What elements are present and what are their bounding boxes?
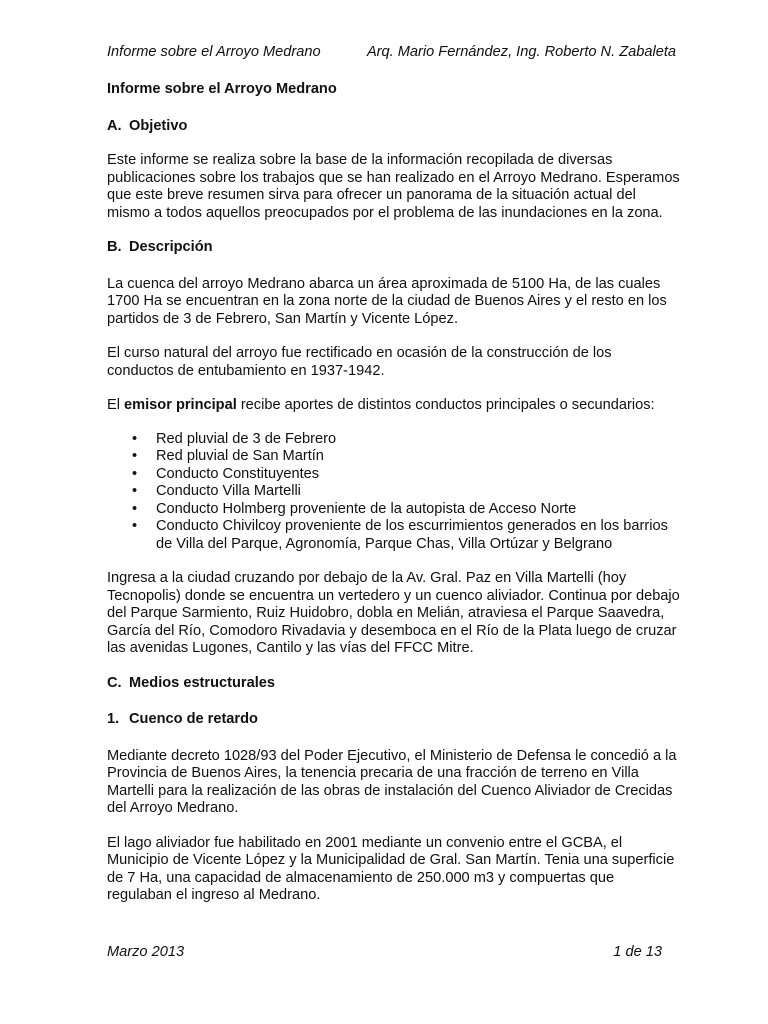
section-number: 1. (107, 711, 120, 727)
header-title: Informe sobre el Arroyo Medrano (107, 44, 321, 60)
section-title: Objetivo (129, 117, 188, 134)
section-heading-objetivo (107, 118, 682, 136)
section-number: A. (107, 117, 122, 134)
descripcion-paragraph-2: El curso natural del arroyo fue rectificado en ocasión de la construcción de los conductos de entubamiento en 1937-1942. (107, 345, 612, 379)
running-header (107, 44, 676, 62)
running-footer (107, 944, 662, 962)
document-title: Informe sobre el Arroyo Medrano (107, 81, 337, 97)
section-number: B. (107, 239, 122, 255)
descripcion-paragraph-4: Ingresa a la ciudad cruzando por debajo de la Av. Gral. Paz en Villa Martelli (hoy Tecnopolis) donde se encuentra un vertedero y un cuenco aliviador. Continua por debajo del Parque Sarmiento, Ruiz Huidobro, dobla en Melián, atraviesa el Parque Saavedra, García del Río, Comodoro Rivadavia y desemboca en el Río de la Plata luego de cruzar las avenidas Lugones, Cantilo y las vías del FFCC Mitre. (107, 570, 680, 656)
list-item: • Conducto Holmberg proveniente de la autopista de Acceso Norte (107, 501, 682, 519)
cuenco-paragraph-1: Mediante decreto 1028/93 del Poder Ejecutivo, el Ministerio de Defensa le concedió a la Provincia de Buenos Aires, la tenencia precaria de una fracción de terreno en Villa Martelli para la realización de las obras de instalación del Cuenco Aliviador de Crecidas del Arroyo Medrano. (107, 747, 677, 816)
list-item: • Red pluvial de 3 de Febrero (107, 431, 682, 449)
cuenco-paragraph-2: El lago aliviador fue habilitado en 2001 mediante un convenio entre el GCBA, el Municipio de Vicente López y la Municipalidad de Gral. San Martín. Tenia una superficie de 7 Ha, una capacidad de almacenamiento de 250.000 m3 y compuertas que regulaban el ingreso al Medrano. (107, 834, 675, 903)
descripcion-paragraph-1: La cuenca del arroyo Medrano abarca un área aproximada de 5100 Ha, de las cuales 1700 Ha se encuentran en la zona norte de la ciudad de Buenos Aires y el resto en los partidos de 3 de Febrero, San Martín y Vicente López. (107, 275, 667, 327)
footer-date: Marzo 2013 (107, 944, 185, 960)
conductos-list (107, 431, 682, 554)
section-heading-medios (107, 675, 682, 693)
section-heading-cuenco (107, 711, 682, 729)
header-authors: Arq. Mario Fernández, Ing. Roberto N. Zabaleta (366, 44, 676, 60)
section-title: Medios estructurales (129, 674, 275, 691)
section-heading-descripcion (107, 239, 682, 257)
section-title: Descripción (129, 239, 213, 255)
emphasis-text: emisor principal (124, 397, 237, 413)
list-item: • Conducto Villa Martelli (107, 483, 682, 501)
list-item: • Red pluvial de San Martín (107, 448, 682, 466)
page-number: 1 de 13 (613, 944, 662, 960)
descripcion-paragraph-3 (107, 397, 682, 415)
section-number: C. (107, 674, 122, 691)
list-item: • Conducto Constituyentes (107, 466, 682, 484)
section-title: Cuenco de retardo (129, 711, 258, 727)
paragraph-text: El (107, 397, 125, 413)
objetivo-paragraph: Este informe se realiza sobre la base de la información recopilada de diversas publicaciones sobre los trabajos que se han realizado en el Arroyo Medrano. Esperamos que este breve resumen sirva para ofrecer un panorama de la situación actual del mismo a todos aquellos preocupados por el problema de las inundaciones en la zona. (107, 152, 680, 221)
list-item: • Conducto Chivilcoy proveniente de los escurrimientos generados en los barrios de Villa del Parque, Agronomía, Parque Chas, Villa Ortúzar y Belgrano (107, 518, 682, 553)
paragraph-text: recibe aportes de distintos conductos principales o secundarios: (236, 397, 655, 413)
document-body (107, 81, 682, 922)
